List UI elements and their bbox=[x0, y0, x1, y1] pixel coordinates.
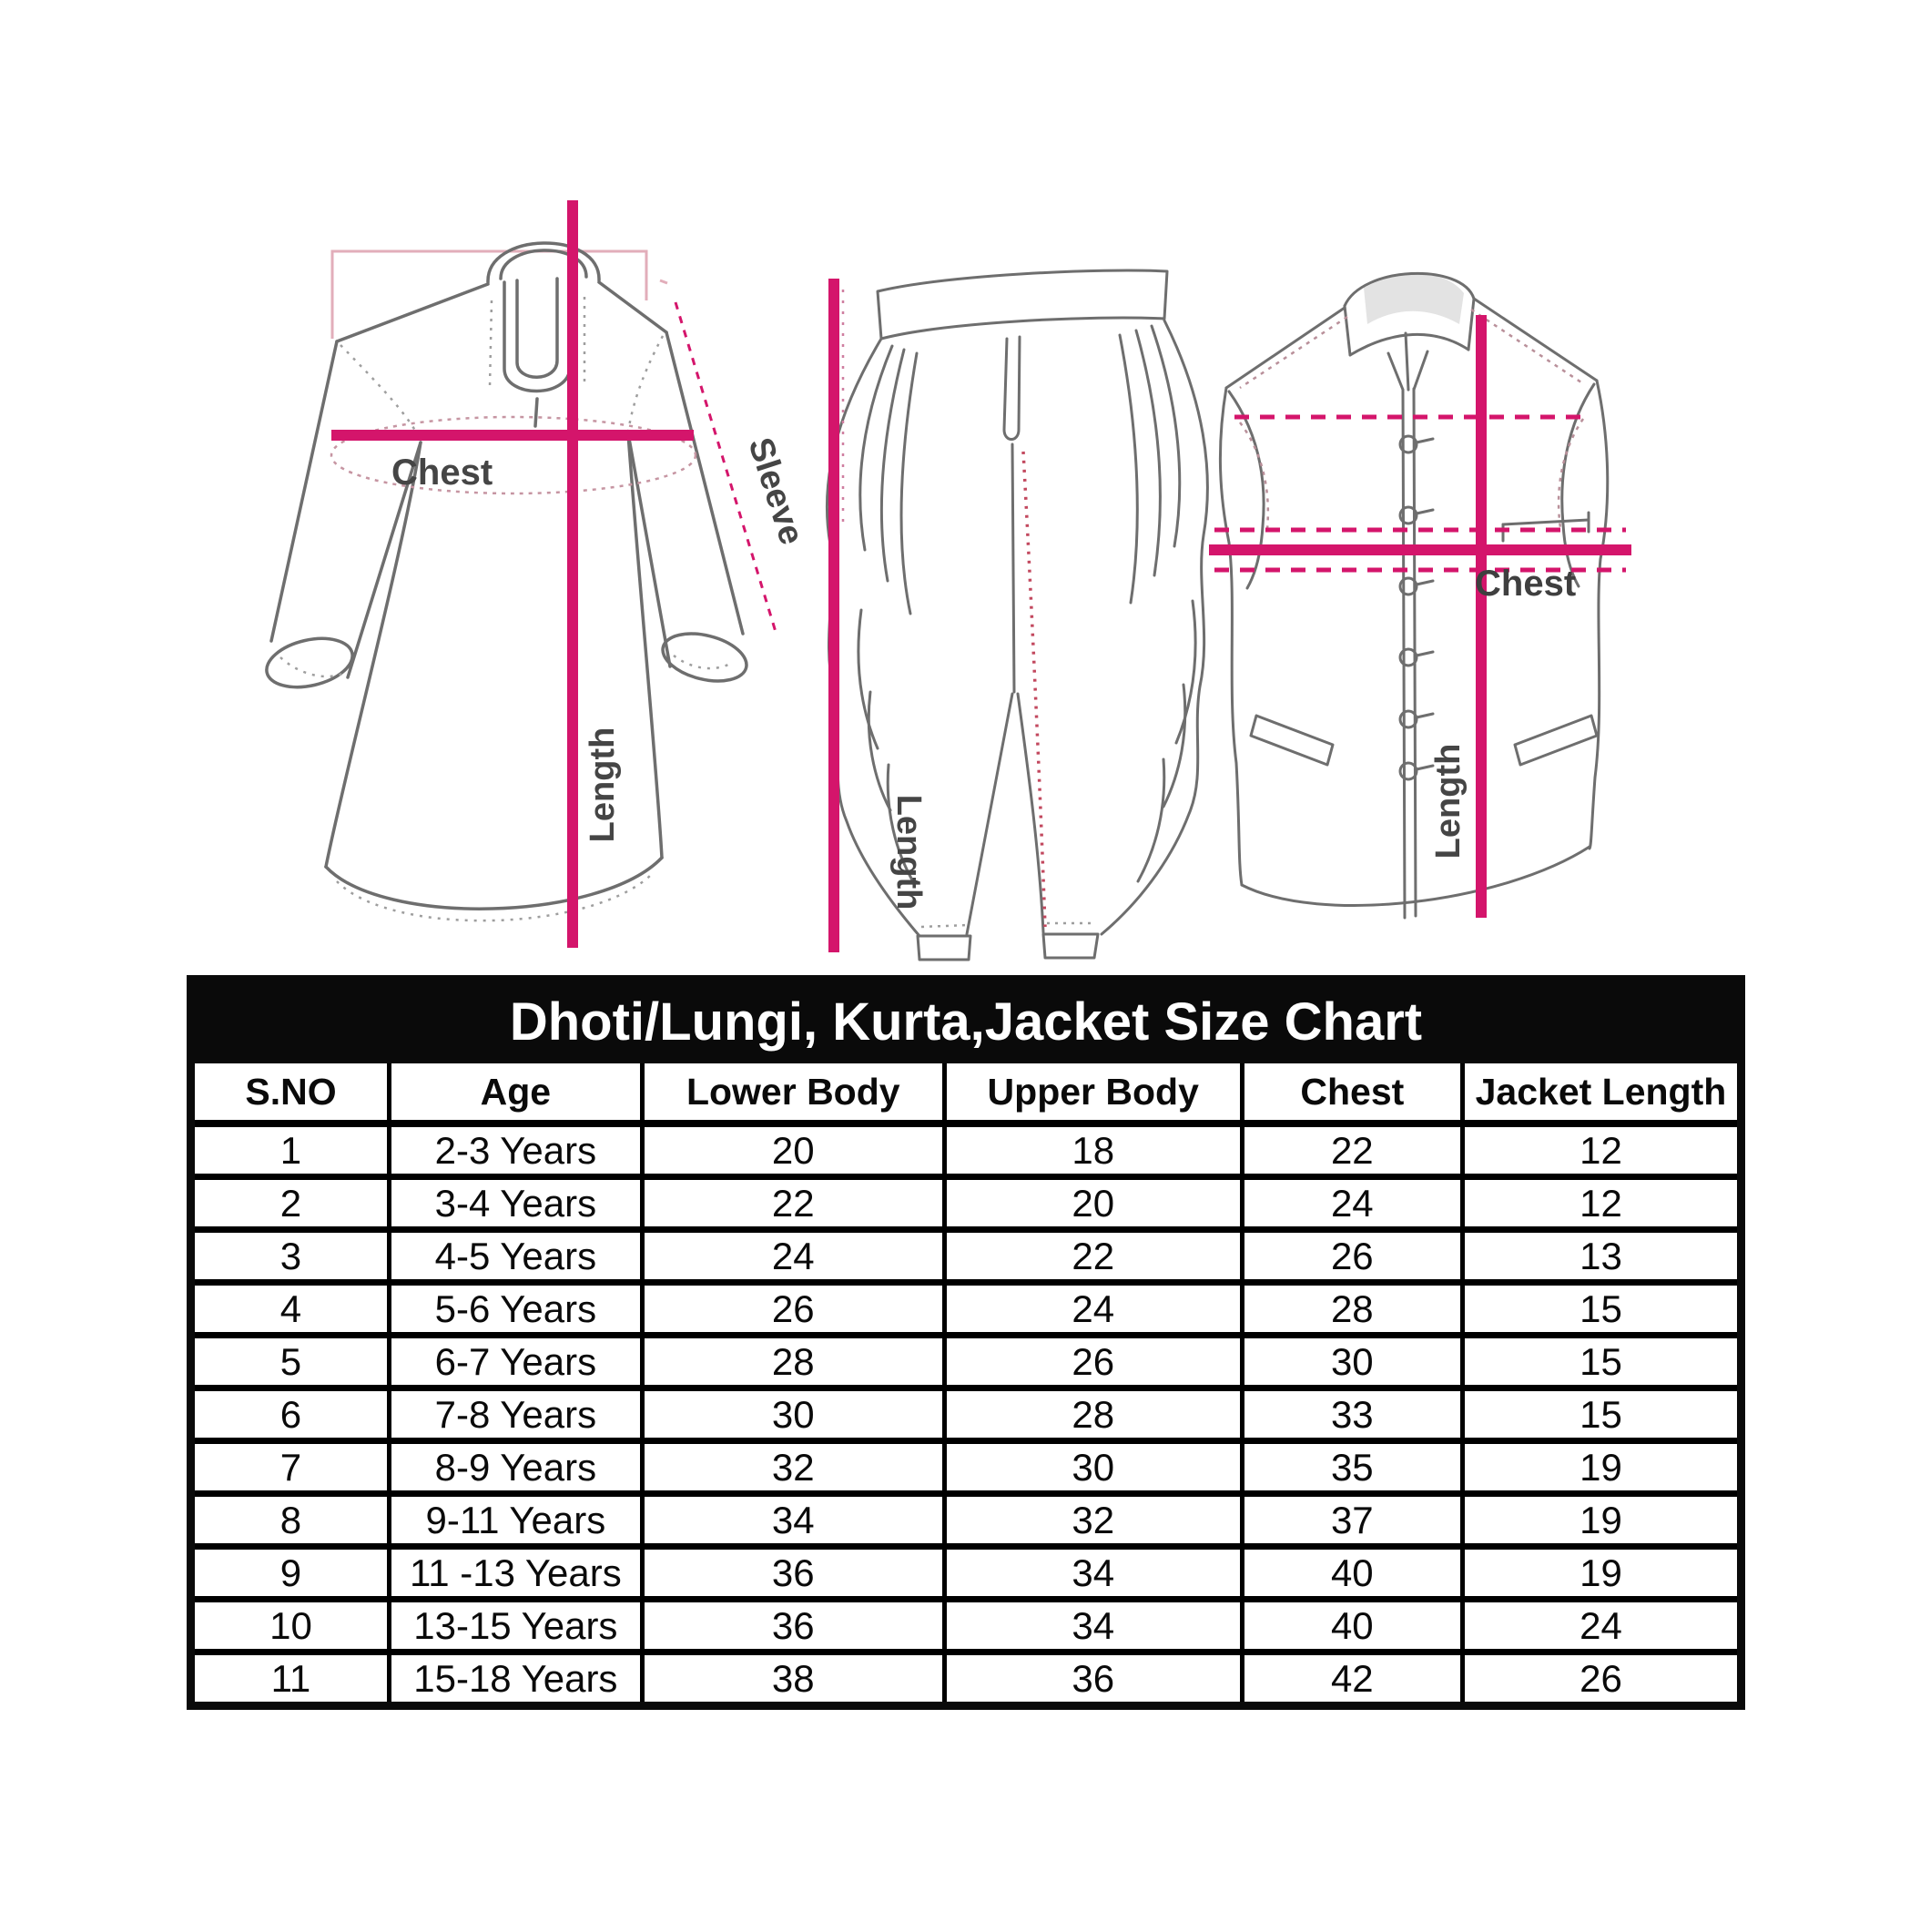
cell-sno: 10 bbox=[195, 1600, 389, 1652]
dhoti-stitch-details bbox=[921, 923, 1094, 927]
jacket-length-label: Length bbox=[1429, 743, 1468, 859]
cell-upper: 32 bbox=[944, 1494, 1242, 1547]
cell-age: 15-18 Years bbox=[389, 1652, 642, 1703]
cell-chest: 40 bbox=[1242, 1547, 1462, 1600]
table-row bbox=[195, 1388, 1737, 1441]
cell-lower: 36 bbox=[642, 1547, 944, 1600]
cell-jacket: 24 bbox=[1462, 1600, 1737, 1652]
size-chart-table bbox=[187, 975, 1745, 1710]
cell-sno: 3 bbox=[195, 1230, 389, 1283]
table-title: Dhoti/Lungi, Kurta,Jacket Size Chart bbox=[195, 983, 1737, 1063]
cell-jacket: 12 bbox=[1462, 1177, 1737, 1230]
kurta-sketch bbox=[246, 164, 828, 983]
cell-jacket: 15 bbox=[1462, 1283, 1737, 1336]
cell-sno: 4 bbox=[195, 1283, 389, 1336]
cell-lower: 20 bbox=[642, 1124, 944, 1177]
cell-chest: 42 bbox=[1242, 1652, 1462, 1703]
cell-upper: 28 bbox=[944, 1388, 1242, 1441]
table-row bbox=[195, 1336, 1737, 1388]
cell-upper: 18 bbox=[944, 1124, 1242, 1177]
cell-age: 7-8 Years bbox=[389, 1388, 642, 1441]
cell-age: 2-3 Years bbox=[389, 1124, 642, 1177]
cell-age: 8-9 Years bbox=[389, 1441, 642, 1494]
cell-age: 9-11 Years bbox=[389, 1494, 642, 1547]
cell-chest: 30 bbox=[1242, 1336, 1462, 1388]
cell-age: 4-5 Years bbox=[389, 1230, 642, 1283]
cell-upper: 34 bbox=[944, 1600, 1242, 1652]
table-row bbox=[195, 1283, 1737, 1336]
cell-sno: 7 bbox=[195, 1441, 389, 1494]
cell-sno: 11 bbox=[195, 1652, 389, 1703]
table-row bbox=[195, 1547, 1737, 1600]
cell-jacket: 19 bbox=[1462, 1547, 1737, 1600]
cell-chest: 37 bbox=[1242, 1494, 1462, 1547]
cell-age: 5-6 Years bbox=[389, 1283, 642, 1336]
jacket-chest-label: Chest bbox=[1475, 564, 1577, 604]
kurta-chest-label: Chest bbox=[391, 452, 493, 493]
cell-sno: 2 bbox=[195, 1177, 389, 1230]
cell-upper: 36 bbox=[944, 1652, 1242, 1703]
cell-jacket: 15 bbox=[1462, 1336, 1737, 1388]
cell-upper: 24 bbox=[944, 1283, 1242, 1336]
cell-chest: 40 bbox=[1242, 1600, 1462, 1652]
cell-jacket: 19 bbox=[1462, 1441, 1737, 1494]
cell-chest: 28 bbox=[1242, 1283, 1462, 1336]
cell-sno: 1 bbox=[195, 1124, 389, 1177]
table-row bbox=[195, 1230, 1737, 1283]
col-header-lower-body: Lower Body bbox=[642, 1063, 944, 1124]
cell-chest: 26 bbox=[1242, 1230, 1462, 1283]
col-header-age: Age bbox=[389, 1063, 642, 1124]
cell-chest: 35 bbox=[1242, 1441, 1462, 1494]
kurta-chest-oval bbox=[331, 417, 696, 493]
cell-age: 3-4 Years bbox=[389, 1177, 642, 1230]
col-header-jacket-length: Jacket Length bbox=[1462, 1063, 1737, 1124]
cell-jacket: 26 bbox=[1462, 1652, 1737, 1703]
kurta-outline bbox=[262, 243, 752, 909]
cell-chest: 33 bbox=[1242, 1388, 1462, 1441]
cell-lower: 26 bbox=[642, 1283, 944, 1336]
cell-chest: 24 bbox=[1242, 1177, 1462, 1230]
jacket-collar-shading bbox=[1364, 274, 1464, 324]
kurta-bracket-tick bbox=[660, 280, 667, 283]
cell-age: 13-15 Years bbox=[389, 1600, 642, 1652]
table-row bbox=[195, 1652, 1737, 1703]
cell-chest: 22 bbox=[1242, 1124, 1462, 1177]
cell-upper: 22 bbox=[944, 1230, 1242, 1283]
dhoti-sketch bbox=[801, 182, 1220, 983]
cell-upper: 34 bbox=[944, 1547, 1242, 1600]
table-row bbox=[195, 1600, 1737, 1652]
size-table-grid bbox=[195, 1063, 1737, 1702]
cell-sno: 6 bbox=[195, 1388, 389, 1441]
cell-age: 6-7 Years bbox=[389, 1336, 642, 1388]
table-row bbox=[195, 1494, 1737, 1547]
header-row bbox=[195, 1063, 1737, 1124]
col-header-chest: Chest bbox=[1242, 1063, 1462, 1124]
cell-jacket: 13 bbox=[1462, 1230, 1737, 1283]
cell-sno: 8 bbox=[195, 1494, 389, 1547]
cell-jacket: 15 bbox=[1462, 1388, 1737, 1441]
cell-sno: 5 bbox=[195, 1336, 389, 1388]
dhoti-outline bbox=[827, 270, 1207, 960]
table-row bbox=[195, 1124, 1737, 1177]
cell-upper: 30 bbox=[944, 1441, 1242, 1494]
table-row bbox=[195, 1441, 1737, 1494]
cell-lower: 34 bbox=[642, 1494, 944, 1547]
jacket-sketch bbox=[1202, 209, 1648, 983]
cell-lower: 28 bbox=[642, 1336, 944, 1388]
dhoti-inseam-dashed-line bbox=[1023, 452, 1045, 927]
cell-lower: 24 bbox=[642, 1230, 944, 1283]
cell-sno: 9 bbox=[195, 1547, 389, 1600]
cell-lower: 36 bbox=[642, 1600, 944, 1652]
cell-lower: 38 bbox=[642, 1652, 944, 1703]
cell-jacket: 19 bbox=[1462, 1494, 1737, 1547]
cell-age: 11 -13 Years bbox=[389, 1547, 642, 1600]
table-row bbox=[195, 1177, 1737, 1230]
dhoti-length-label: Length bbox=[889, 794, 928, 910]
cell-lower: 30 bbox=[642, 1388, 944, 1441]
cell-upper: 20 bbox=[944, 1177, 1242, 1230]
cell-jacket: 12 bbox=[1462, 1124, 1737, 1177]
kurta-sleeve-label: Sleeve bbox=[740, 432, 811, 550]
cell-lower: 32 bbox=[642, 1441, 944, 1494]
col-header-sno: S.NO bbox=[195, 1063, 389, 1124]
col-header-upper-body: Upper Body bbox=[944, 1063, 1242, 1124]
cell-lower: 22 bbox=[642, 1177, 944, 1230]
cell-upper: 26 bbox=[944, 1336, 1242, 1388]
kurta-length-label: Length bbox=[584, 727, 622, 843]
